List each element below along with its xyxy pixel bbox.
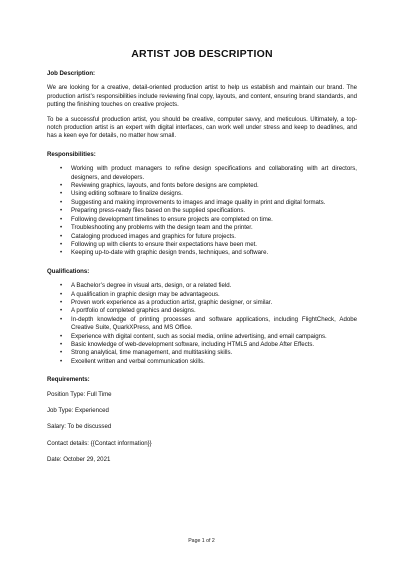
job-description-paragraph: To be a successful production artist, you should be creative, computer savvy, and meticulous. Ultimately, a top-notch production artist is an expert with digital interfaces, can work well under stress and keep to deadlines, and has a keen eye for details, no matter how small.	[47, 115, 357, 140]
list-item: • A qualification in graphic design may be advantageous.	[47, 291, 357, 299]
page-number: Page 1 of 2	[188, 538, 215, 544]
document-title: ARTIST JOB DESCRIPTION	[131, 48, 273, 60]
list-item: • Using editing software to finalize designs.	[47, 190, 357, 198]
list-item: • Cataloging produced images and graphics for future projects.	[47, 233, 357, 241]
list-item: • Preparing press-ready files based on the supplied specifications.	[47, 207, 357, 215]
list-item: • Strong analytical, time management, and multitasking skills.	[47, 349, 357, 357]
list-item: • Excellent written and verbal communication skills.	[47, 358, 357, 366]
job-description-paragraph: We are looking for a creative, detail-oriented production artist to help us establish and maintain our brand. The production artist’s responsibilities include reviewing final copy, layouts, and content, ensuring brand standards, and putting the finishing touches on creative projects.	[47, 84, 357, 109]
responsibilities-list	[47, 165, 357, 257]
list-item: • Following up with clients to ensure their expectations have been met.	[47, 241, 357, 249]
list-item: • Experience with digital content, such as social media, online advertising, and email campaigns.	[47, 333, 357, 341]
qualifications-heading: Qualifications:	[47, 267, 90, 275]
list-item: • Following development timelines to ensure projects are completed on time.	[47, 216, 357, 224]
list-item: • Troubleshooting any problems with the design team and the printer.	[47, 224, 357, 232]
list-item: • In-depth knowledge of printing processes and software applications, including FlightCheck, Adobe Creative Suite, QuarkXPress, and MS Office.	[47, 316, 357, 333]
requirement-job-type: Job Type: Experienced	[47, 407, 109, 414]
list-item: • Keeping up-to-date with graphic design trends, techniques, and software.	[47, 249, 357, 257]
requirement-position-type: Position Type: Full Time	[47, 390, 112, 398]
list-item: • Basic knowledge of web-development software, including HTML5 and Adobe After Effects.	[47, 341, 357, 349]
list-item: • Proven work experience as a production artist, graphic designer, or similar.	[47, 299, 357, 307]
list-item: • A portfolio of completed graphics and designs.	[47, 307, 357, 315]
document-body	[47, 48, 357, 473]
qualifications-list	[47, 282, 357, 366]
list-item: • Reviewing graphics, layouts, and fonts before designs are completed.	[47, 182, 357, 190]
list-item: • Working with product managers to refine design specifications and collaborating with art directors, designers, and developers.	[47, 165, 357, 182]
requirements-heading: Requirements:	[47, 376, 90, 384]
requirement-contact-details: Contact details: {{Contact information}}	[47, 439, 152, 447]
list-item: • Suggesting and making improvements to images and image quality in print and digital formats.	[47, 199, 357, 207]
responsibilities-heading: Responsibilities:	[47, 150, 96, 158]
requirement-date: Date: October 29, 2021	[47, 456, 111, 464]
job-description-heading: Job Description:	[47, 70, 96, 77]
list-item: • A Bachelor’s degree in visual arts, design, or a related field.	[47, 282, 357, 290]
requirement-salary: Salary: To be discussed	[47, 423, 112, 431]
